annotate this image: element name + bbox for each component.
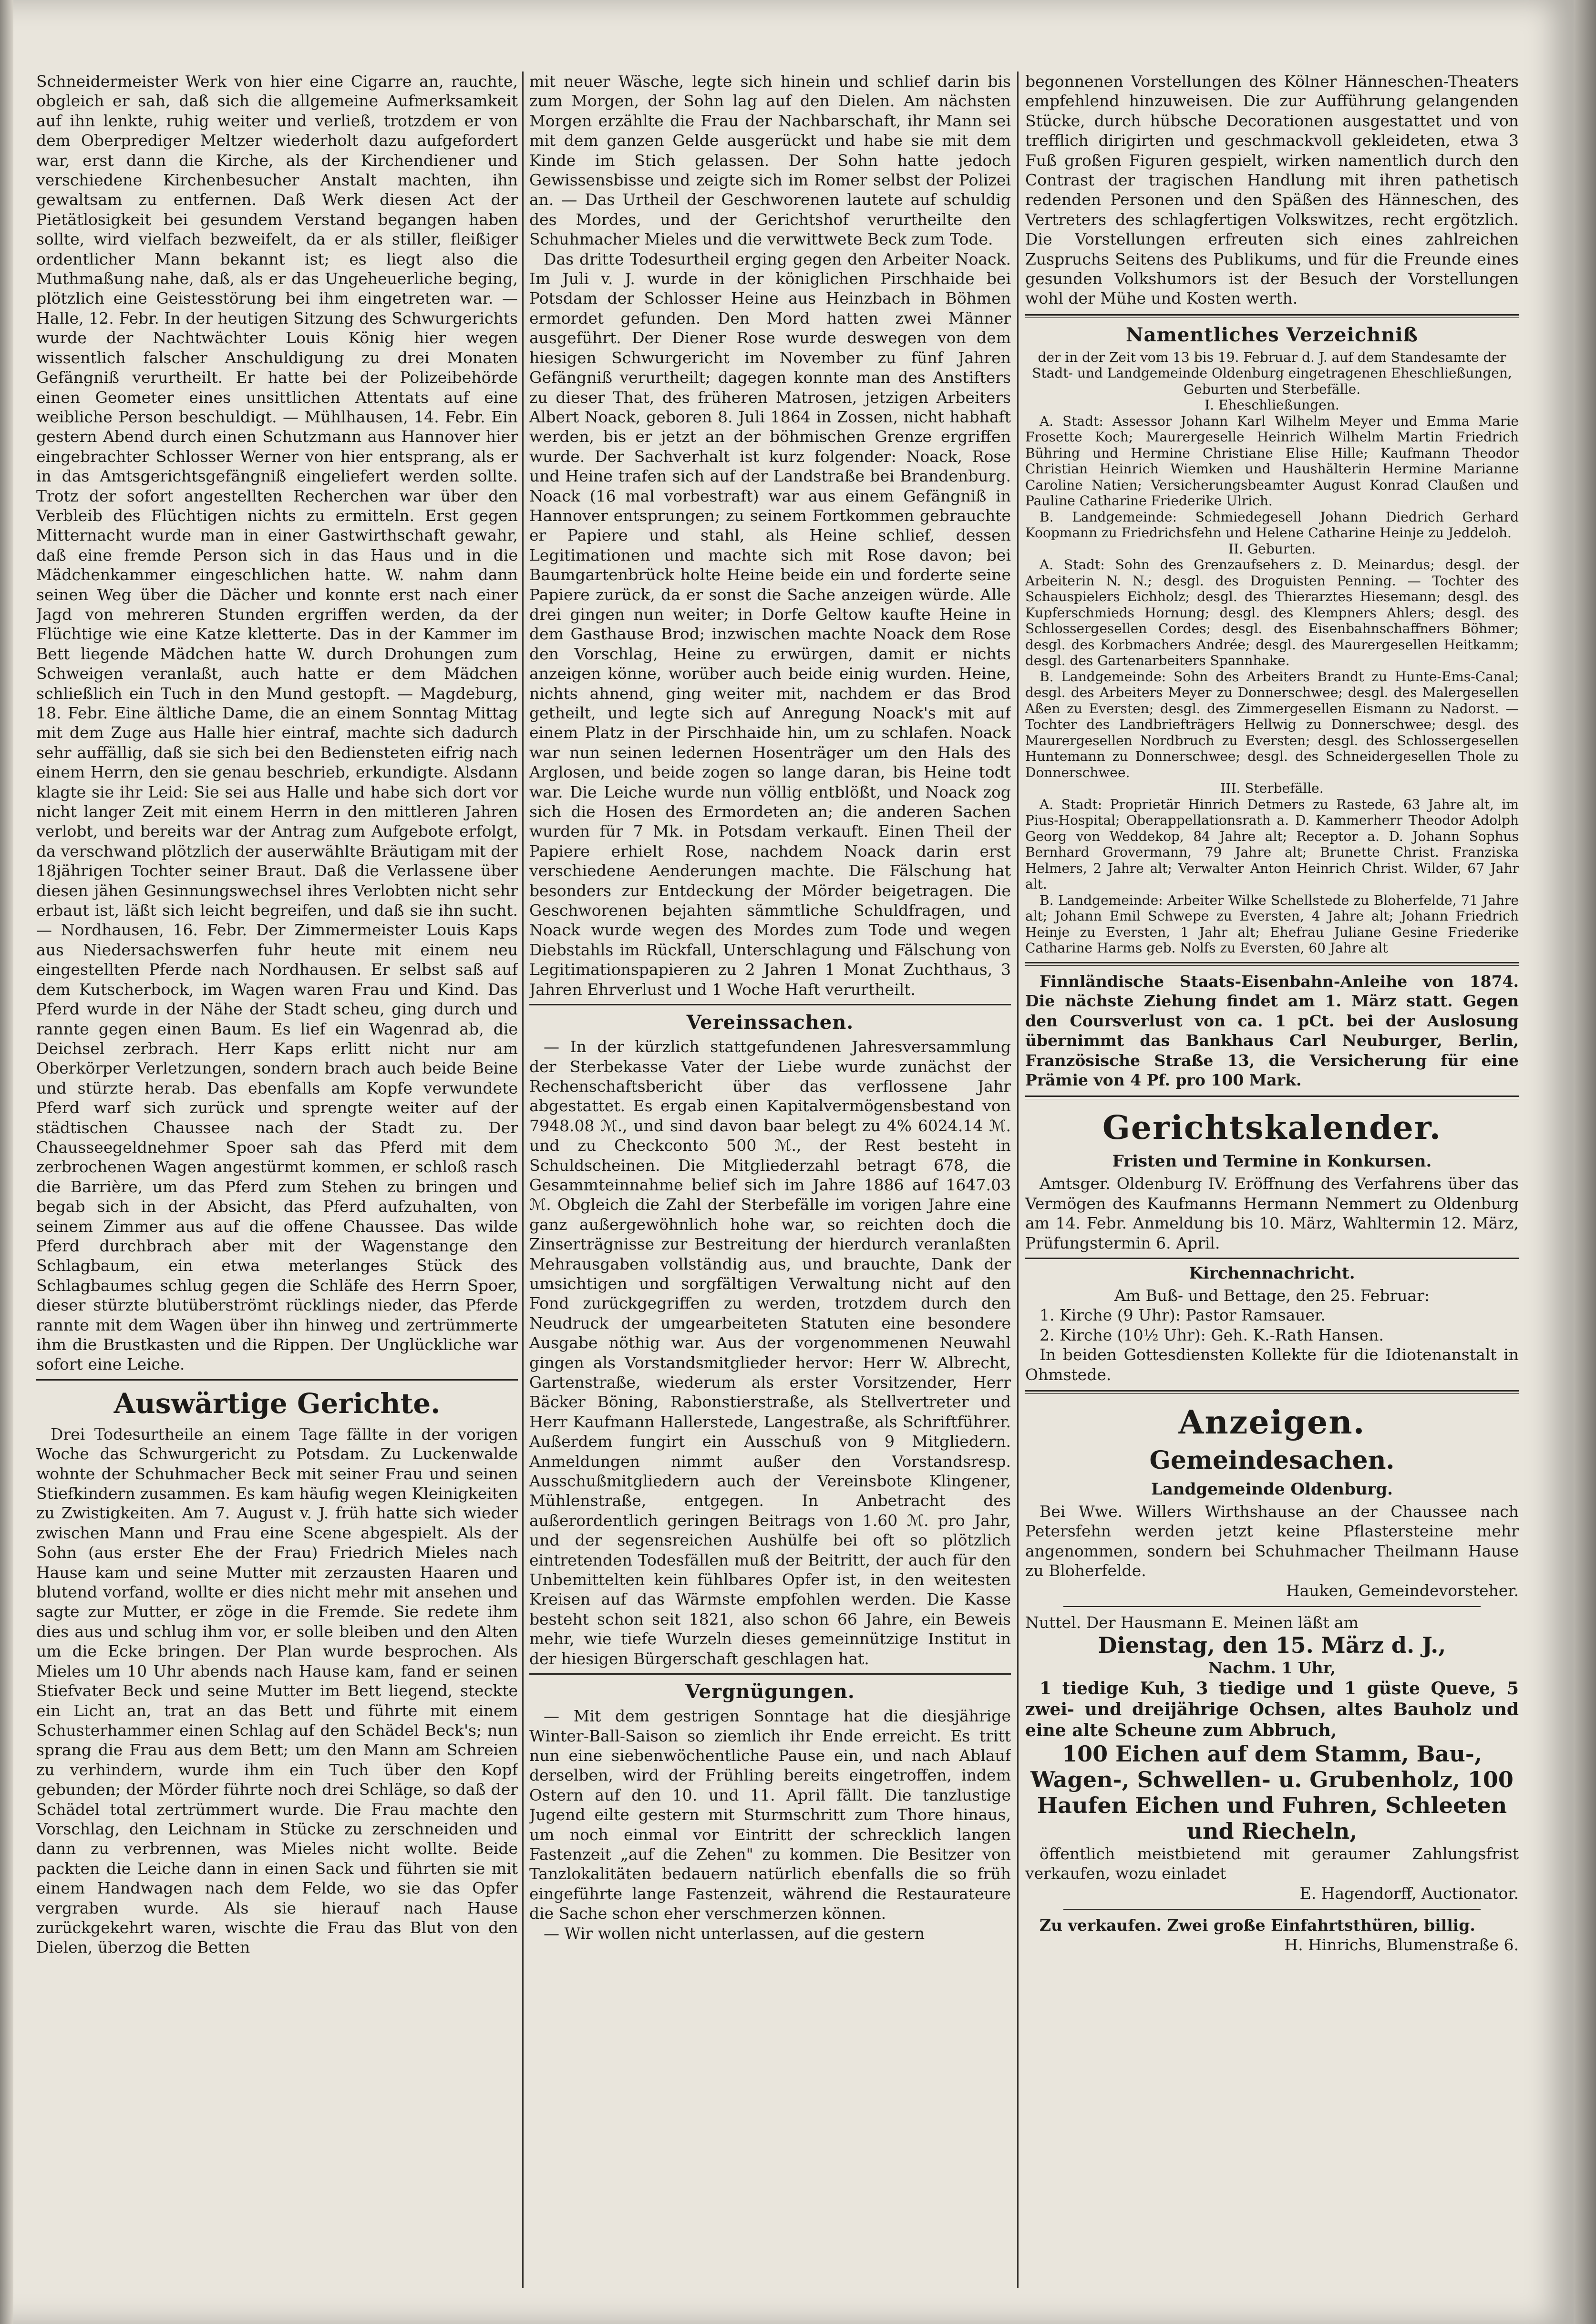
section-rule	[1025, 1390, 1519, 1394]
section-heading-foreign-courts: Auswärtige Gerichte.	[113, 1387, 441, 1420]
article-continuation-next: — Wir wollen nicht unterlassen, auf die gestern	[544, 1924, 925, 1943]
auction-items-timber: 100 Eichen auf dem Stamm, Bau-, Wagen-, Schwellen- u. Grubenholz, 100 Haufen Eichen und Fuhren, Schleeten und Riecheln,	[1030, 1740, 1514, 1844]
registry-deaths-city: A. Stadt: Proprietär Hinrich Detmers zu Rastede, 63 Jahre alt, im Pius-Hospital; Oberappellationsrath a. D. Kammerherr Theodor Adolph Georg von Weddekop, 84 Jahre alt; Receptor a. D. Johann Sophus Bernhard Grovermann, 79 Jahre alt; Brunette Christ. Franziska Helmers, 2 Jahre alt; Verwalter Anton Heinrich Christ. Wilder, 67 Jahr alt.	[1025, 796, 1519, 892]
church-notice-line: In beiden Gottesdiensten Kollekte für die Idiotenanstalt in Ohmstede.	[1025, 1345, 1519, 1384]
court-calendar-entry: Amtsger. Oldenburg IV. Eröffnung des Verfahrens über das Vermögen des Kaufmanns Hermann Nemmert zu Oldenburg am 14. Febr. Anmeldung bis 10. März, Wahltermin 12. März, Prüfungstermin 6. April.	[1025, 1174, 1519, 1252]
section-rule	[1025, 314, 1519, 318]
article-death-sentences: Drei Todesurtheile an einem Tage fällte in der vorigen Woche das Schwurgericht zu Potsdam. Zu Luckenwalde wohnte der Schuhmacher Beck mit seiner Frau und seinen Stiefkindern zusammen. Es kam häufig wegen Kleinigkeiten zu Zwistigkeiten. Am 7. August v. J. früh hatte sich wieder zwischen Mann und Frau eine Scene abgespielt. Als der Sohn (aus erster Ehe der Frau) Friedrich Mieles nach Hause kam und seine Mutter mit zerzausten Haaren und blutend vorfand, wollte er dies nicht mehr mit ansehen und sagte zur Mutter, er zöge in die Fremde. Sie redete ihm dies aus und schlug ihm vor, er solle bleiben und den Alten um die Ecke bringen. Der Plan wurde besprochen. Als Mieles um 10 Uhr abends nach Hause kam, fand er seinen Stiefvater Beck und seine Mutter im Bett liegend, steckte ein Licht an, trat an das Bett und führte mit einem Schusterhammer einen Schlag auf den Schädel Beck's; nun sprang die Frau aus dem Bett; um den Mann am Schreien zu verhindern, wurde ihm ein Tuch über den Kopf gebunden; der Mörder führte noch drei Schläge, so daß der Schädel total zertrümmert wurde. Die Frau machte den Vorschlag, den Leichnam in Stücke zu zerschneiden und dann zu verbrennen, was Mieles nicht wollte. Beide packten die Leiche dann in einen Sack und führten sie mit einem Handwagen nach dem Felde, wo sie das Opfer vergraben wurde. Als sie hierauf nach Hause zurückgekehrt waren, wischte die Frau das Blut von den Dielen, überzog die Betten	[36, 1424, 518, 1957]
article-sterbekasse: — In der kürzlich stattgefundenen Jahresversammlung der Sterbekasse Vater der Liebe wurde zunächst der Rechenschaftsbericht über das verflossene Jahr abgestattet. Es ergab einen Kapitalvermögensbestand von 7948.08 ℳ., und sind davon baar belegt zu 4% 6024.14 ℳ. und zu Checkconto 500 ℳ., der Rest besteht in Schuldscheinen. Die Mitgliederzahl betragt 678, die Gesammteinnahme belief sich im Jahre 1886 auf 1647.03 ℳ. Obgleich die Zahl der Sterbefälle im vorigen Jahre eine ganz außergewöhnlich hohe war, so reichten doch die Zinserträgnisse zur Bestreitung der hierdurch veranlaßten Mehrausgaben vollständig aus, und brauchte, Dank der umsichtigen und sorgfältigen Verwaltung nicht auf den Fond zurückgegriffen zu werden, trotzdem durch den Neudruck der umgearbeiteten Statuten eine besondere Ausgabe nöthig war. Aus der vorgenommenen Neuwahl gingen als Vorstandsmitglieder hervor: Herr W. Albrecht, Gartenstraße, wiederum als erster Vorsitzender, Herr Bäcker Böning, Rabonstierstraße, als Stellvertreter und Herr Kaufmann Hallerstede, Langestraße, als Schriftführer. Außerdem fungirt ein Ausschuß von 9 Mitgliedern. Anmeldungen nimmt außer den Vorstandsresp. Ausschußmitgliedern auch der Vereinsbote Klingener, Mühlenstraße, entgegen. In Anbetracht des außerordentlich geringen Beitrags von 1.60 ℳ. pro Jahr, und der segensreichen Aushülfe bei oft so plötzlich eintretenden Todesfällen muß der Beitritt, der auch für den Unbemittelten kein fühlbares Opfer ist, in den weitesten Kreisen auf das Wärmste empfohlen werden. Die Kasse besteht schon seit 1821, also schon 66 Jahre, ein Beweis mehr, wie tiefe Wurzeln dieses gemeinnützige Institut in der hiesigen Bürgerschaft geschlagen hat.	[529, 1037, 1011, 1668]
registry-intro: der in der Zeit vom 13 bis 19. Februar d. J. auf dem Standesamte der Stadt- und Landgemeinde Oldenburg eingetragenen Eheschließungen, Geburten und Sterbefälle.	[1032, 349, 1512, 397]
ads-sub-heading: Landgemeinde Oldenburg.	[1151, 1479, 1393, 1499]
ad-pflastersteine: Bei Wwe. Willers Wirthshause an der Chaussee nach Petersfehn werden jetzt keine Pflastersteine mehr angenommen, sondern bei Schuhmacher Theilmann Hause zu Bloherfelde.	[1025, 1502, 1519, 1580]
registry-births-city: A. Stadt: Sohn des Grenzaufsehers z. D. Meinardus; desgl. der Arbeiterin N. N.; desgl. des Droguisten Penning. — Tochter des Schauspielers Eichholz; desgl. des Thierarztes Hiesemann; desgl. des Kupferschmieds Hornung; desgl. des Klempners Ahlers; desgl. des Schlossergesellen Cordes; desgl. des Eisenbahnschaffners Böhmer; desgl. des Korbmachers Andrée; desgl. des Maurergesellen Heitkamm; desgl. des Gartenarbeiters Spannhake.	[1025, 557, 1519, 669]
page-right-edge	[1574, 0, 1596, 2324]
page-binding-edge	[0, 0, 13, 2324]
ad-divider	[1063, 1606, 1481, 1607]
article-continuation: mit neuer Wäsche, legte sich hinein und schlief darin bis zum Morgen, der Sohn lag auf den Dielen. Am nächsten Morgen erzählte die Frau der Nachbarschaft, ihr Mann sei mit dem ganzen Gelde ausgerückt und habe sie mit dem Kinde im Stich gelassen. Der Sohn hatte jedoch Gewissensbisse und zeigte sich im Romer selbst der Polizei an. — Das Urtheil der Geschworenen lautete auf schuldig des Mordes, und der Gerichtshof verurtheilte den Schuhmacher Mieles und die verwittwete Beck zum Tode.	[529, 72, 1011, 249]
section-rule	[1025, 1258, 1519, 1259]
section-rule	[529, 1004, 1011, 1005]
ad-divider	[1063, 1909, 1481, 1910]
auction-time: Nachm. 1 Uhr,	[1208, 1659, 1336, 1678]
registry-title: Namentliches Verzeichniß	[1126, 323, 1418, 346]
ads-subtitle: Gemeindesachen.	[1149, 1445, 1395, 1475]
auction-signature: E. Hagendorff, Auctionator.	[1299, 1884, 1519, 1903]
auction-date: Dienstag, den 15. März d. J.,	[1098, 1632, 1446, 1659]
ad-for-sale-signature: H. Hinrichs, Blumenstraße 6.	[1284, 1935, 1519, 1955]
auction-intro: Nuttel. Der Hausmann E. Meinen läßt am	[1025, 1613, 1359, 1632]
ad-signature: Hauken, Gemeindevorsteher.	[1286, 1581, 1519, 1600]
section-heading-associations: Vereinssachen.	[686, 1011, 854, 1034]
registry-heading-deaths: III. Sterbefälle.	[1220, 780, 1324, 797]
column-1	[36, 72, 518, 2312]
section-rule	[36, 1379, 518, 1381]
registry-heading-births: II. Geburten.	[1228, 541, 1316, 557]
column-rule-1	[522, 72, 524, 2288]
article-ball-season: — Mit dem gestrigen Sonntage hat die diesjährige Winter-Ball-Saison so ziemlich ihr Ende erreicht. Es tritt nun eine siebenwöchentliche Pause ein, und nach Ablauf derselben, wird der Frühling bereits eingetroffen, indem Ostern auf den 10. und 11. April fällt. Die tanzlustige Jugend eilte gestern mit Sturmschritt zum Thore hinaus, um noch einmal vor Eintritt der schrecklich langen Fastenzeit „auf die Zehen" zu kommen. Die Besitzer von Tanzlokalitäten bedauern natürlich ebenfalls die so früh eingeführte lange Fastenzeit, während die Restaurateure die Sache schon eher verschmerzen können.	[529, 1707, 1011, 1923]
church-notice-line: 2. Kirche (10½ Uhr): Geh. K.-Rath Hansen.	[1040, 1325, 1384, 1344]
notice-finnish-loan: Finnländische Staats-Eisenbahn-Anleihe von 1874. Die nächste Ziehung findet am 1. März statt. Gegen den Coursverlust von ca. 1 pCt. bei der Auslosung übernimmt das Bankhaus Carl Neuburger, Berlin, Französische Straße 13, die Versicherung für eine Prämie von 4 Pf. pro 100 Mark.	[1025, 972, 1519, 1089]
court-calendar-title: Gerichtskalender.	[1102, 1109, 1442, 1147]
auction-terms: öffentlich meistbietend mit geraumer Zahlungsfrist verkaufen, wozu einladet	[1025, 1844, 1519, 1883]
section-rule	[1025, 1095, 1519, 1099]
court-calendar-subtitle: Fristen und Termine in Konkursen.	[1112, 1152, 1432, 1171]
registry-heading-marriages: I. Eheschließungen.	[1205, 397, 1339, 413]
registry-deaths-rural: B. Landgemeinde: Arbeiter Wilke Schellstede zu Bloherfelde, 71 Jahre alt; Johann Emil Schwepe zu Eversten, 4 Jahre alt; Johann Friedrich Heinje zu Eversten, 1 Jahr alt; Ehefrau Juliane Gesine Friederike Catharine Harms geb. Nolfs zu Eversten, 60 Jahre alt	[1025, 892, 1519, 956]
column-rule-2	[1017, 72, 1019, 2288]
section-rule	[1025, 962, 1519, 966]
ads-title: Anzeigen.	[1178, 1403, 1366, 1442]
church-notice-line: 1. Kirche (9 Uhr): Pastor Ramsauer.	[1040, 1306, 1326, 1325]
registry-marriages-rural: B. Landgemeinde: Schmiedegesell Johann Diedrich Gerhard Koopmann zu Friedrichsfehn und Helene Catharine Heinje zu Jeddeloh.	[1025, 509, 1519, 541]
section-rule	[529, 1673, 1011, 1675]
church-notice-title: Kirchennachricht.	[1189, 1263, 1355, 1283]
auction-items-livestock: 1 tiedige Kuh, 3 tiedige und 1 güste Queve, 5 zwei- und dreijährige Ochsen, altes Bauholz und eine alte Scheune zum Abbruch,	[1025, 1678, 1519, 1740]
column-2	[529, 72, 1011, 2312]
registry-births-rural: B. Landgemeinde: Sohn des Arbeiters Brandt zu Hunte-Ems-Canal; desgl. des Arbeiters Meyer zu Donnerschwee; desgl. des Malergesellen Aßen zu Eversten; desgl. des Zimmergesellen Eismann zu Nadorst. — Tochter des Landbriefträgers Hellwig zu Donnerschwee; desgl. des Maurergesellen Nordbruch zu Eversten; desgl. des Schlossergesellen Huntemann zu Donnerschwee; desgl. des Schneidergesellen Thole zu Donnerschwee.	[1025, 668, 1519, 780]
section-heading-entertainment: Vergnügungen.	[685, 1680, 855, 1703]
article-noack: Das dritte Todesurtheil erging gegen den Arbeiter Noack. Im Juli v. J. wurde in der königlichen Pirschhaide bei Potsdam der Schlosser Heine aus Heinzbach in Böhmen ermordet gefunden. Den Mord hatten zwei Männer ausgeführt. Der Diener Rose wurde deswegen von dem hiesigen Schwurgericht im November zu fünf Jahren Gefängniß verurtheilt; dagegen konnte man des Anstifters zu dieser That, des früheren Matrosen, jetzigen Arbeiters Albert Noack, geboren 8. Juli 1864 in Zossen, nicht habhaft werden, bis er jetzt an der böhmischen Grenze ergriffen wurde. Der Sachverhalt ist kurz folgender: Noack, Rose und Heine trafen sich auf der Landstraße bei Brandenburg. Noack (16 mal vorbestraft) war aus einem Gefängniß in Hannover entsprungen; zu seinem Fortkommen gebrauchte er Papiere und stahl, als Heine schlief, dessen Legitimationen und machte sich mit Rose davon; bei Baumgartenbrück holte Heine beide ein und forderte seine Papiere zurück, da er sonst die Sache anzeigen würde. Alle drei gingen nun weiter; in Dorfe Geltow kaufte Heine in dem Gasthause Brod; inzwischen machte Noack dem Rose den Vorschlag, Heine zu erwürgen, damit er nichts anzeigen könne, worüber auch beide einig wurden. Heine, nichts ahnend, ging weiter mit, nachdem er das Brod getheilt, und legte sich auf Anregung Noack's mit auf einem Platz in der Pirschhaide hin, um zu schlafen. Noack war nun seinen ledernen Hosenträger um den Hals des Arglosen, und beide zogen so lange daran, bis Heine todt war. Die Leiche wurde nun völlig entblößt, und Noack zog sich die Hosen des Ermordeten an; die anderen Sachen wurden für 7 Mk. in Potsdam verkauft. Einen Theil der Papiere erhielt Rose, nachdem Noack darin erst verschiedene Aenderungen machte. Die Fälschung hat besonders zur Entdeckung der Mörder beigetragen. Die Geschworenen bejahten sämmtliche Schuldfragen, und Noack wurde wegen des Mordes zum Tode und wegen Diebstahls im Rückfall, Unterschlagung und Fälschung von Legitimationspapieren zu 2 Jahren 1 Monat Zuchthaus, 3 Jahren Ehrverlust und 1 Woche Haft verurtheilt.	[529, 249, 1011, 999]
registry-marriages-city: A. Stadt: Assessor Johann Karl Wilhelm Meyer und Emma Marie Frosette Koch; Maurergeselle Heinrich Wilhelm Martin Friedrich Bühring und Hermine Christiane Elise Hille; Kaufmann Theodor Christian Heinrich Wiemken und Haushälterin Hermine Marianne Caroline Natien; Versicherungsbeamter August Konrad Claußen und Pauline Catharine Friederike Ulrich.	[1025, 413, 1519, 509]
ad-for-sale: Zu verkaufen. Zwei große Einfahrtsthüren, billig.	[1040, 1916, 1475, 1935]
column-3	[1025, 72, 1519, 2312]
article-continuation: Schneidermeister Werk von hier eine Cigarre an, rauchte, obgleich er sah, daß sich die allgemeine Aufmerksamkeit auf ihn lenkte, ruhig weiter und verließ, trotzdem er von dem Oberprediger Meltzer wiederholt dazu aufgefordert war, erst dann die Kirche, als der Kirchendiener und verschiedene Kirchenbesucher Anstalt machten, ihn gewaltsam zu entfernen. Daß Werk diesen Act der Pietätlosigkeit bei gesundem Verstand begangen haben sollte, wird vielfach bezweifelt, da er als stiller, fleißiger ordentlicher Mann bekannt ist; es liegt also die Muthmaßung nahe, daß, als er das Ungeheuerliche beging, plötzlich eine Geistesstörung bei ihm eingetreten war. — Halle, 12. Febr. In der heutigen Sitzung des Schwurgerichts wurde der Nachtwächter Louis König hier wegen wissentlich falscher Anschuldigung zu drei Monaten Gefängniß verurtheilt. Er hatte bei der Polizeibehörde einen Geometer eines unsittlichen Attentats auf eine weibliche Person beschuldigt. — Mühlhausen, 14. Febr. Ein gestern Abend durch einen Schutzmann aus Hannover hier eingebrachter Schlosser Werner von hier entsprang, als er in das Amtsgerichtsgefängniß eingeliefert werden sollte. Trotz der sofort angestellten Recherchen war über den Verbleib des Flüchtigen nichts zu ermitteln. Erst gegen Mitternacht wurde man in einer Gastwirthschaft gewahr, daß eine fremde Person sich in das Haus und in die Mädchenkammer eingeschlichen hatte. W. nahm dann seinen Weg über die Dächer und konnte erst nach einer Jagd von mehreren Stunden ergriffen werden, da der Flüchtige wie eine Katze kletterte. Das in der Kammer im Bett liegende Mädchen hatte W. durch Drohungen zum Schweigen veranlaßt, auch hatte er dem Mädchen schließlich ein Tuch in den Mund gestopft. — Magdeburg, 18. Febr. Eine ältliche Dame, die an einem Sonntag Mittag mit dem Zuge aus Halle hier eintraf, machte sich dadurch sehr auffällig, daß sie sich bei den Bediensteten eifrig nach einem Herrn, den sie genau beschrieb, erkundigte. Alsdann klagte sie ihr Leid: Sie sei aus Halle und habe sich dort vor nicht langer Zeit mit einem Herrn in den mittleren Jahren verlobt, und bereits war der Antrag zum Aufgebote erfolgt, da verschwand plötzlich der auserwählte Bräutigam mit der 18jährigen Tochter seiner Braut. Daß die Verlassene über diesen jähen Gesinnungswechsel ihres Verlobten nicht sehr erbaut ist, läßt sich leicht begreifen, und daß sie ihn sucht. — Nordhausen, 16. Febr. Der Zimmermeister Louis Kaps aus Niedersachswerfen fuhr heute mit einem neu eingestellten Pferde nach Nordhausen. Er selbst saß auf dem Kutscherbock, im Wagen waren Frau und Kind. Das Pferd wurde in der Nähe der Stadt scheu, ging durch und rannte gegen einen Baum. Es lief ein Wagenrad ab, die Deichsel zerbrach. Herr Kaps erlitt nicht nur am Oberkörper Verletzungen, sondern brach auch beide Beine und stürzte herab. Das ebenfalls am Kopfe verwundete Pferd warf sich zurück und sprengte weiter auf der städtischen Chaussee nach der Stadt zu. Der Chausseegeldnehmer Spoer sah das Pferd mit dem zerbrochenen Wagen angestürmt kommen, er schloß rasch die Barrière, um das Pferd zum Stehen zu bringen und begab sich in der Absicht, das Pferd aufzuhalten, von seinem Zimmer aus auf die offene Chaussee. Das wilde Pferd durchbrach aber mit der Wagenstange den Schlagbaum, ein etwa meterlanges Stück des Schlagbaumes schlug gegen die Schläfe des Herrn Spoer, dieser stürzte blutüberströmt rücklings nieder, das Pferde rannte mit dem Wagen über ihn hinweg und zertrümmerte ihm die Brustkasten und die Rippen. Der Unglückliche war sofort eine Leiche.	[36, 72, 518, 1374]
church-notice-line: Am Buß- und Bettage, den 25. Februar:	[1114, 1286, 1430, 1305]
article-puppet-theatre: begonnenen Vorstellungen des Kölner Hänneschen-Theaters empfehlend hinzuweisen. Die zur Aufführung gelangenden Stücke, durch hübsche Decorationen ausgestattet und von trefflich dirigirten und geschmackvoll gekleideten, etwa 3 Fuß großen Figuren gespielt, wirken namentlich durch den Contrast der tragischen Handlung mit ihren pathetisch redenden Personen und den Späßen des Hänneschen, des Vertreters des schlagfertigen Volkswitzes, recht ergötzlich. Die Vorstellungen erfreuten sich eines zahlreichen Zuspruchs Seitens des Publikums, und für die Freunde eines gesunden Volkshumors ist der Besuch der Vorstellungen wohl der Mühe und Kosten werth.	[1025, 72, 1519, 308]
